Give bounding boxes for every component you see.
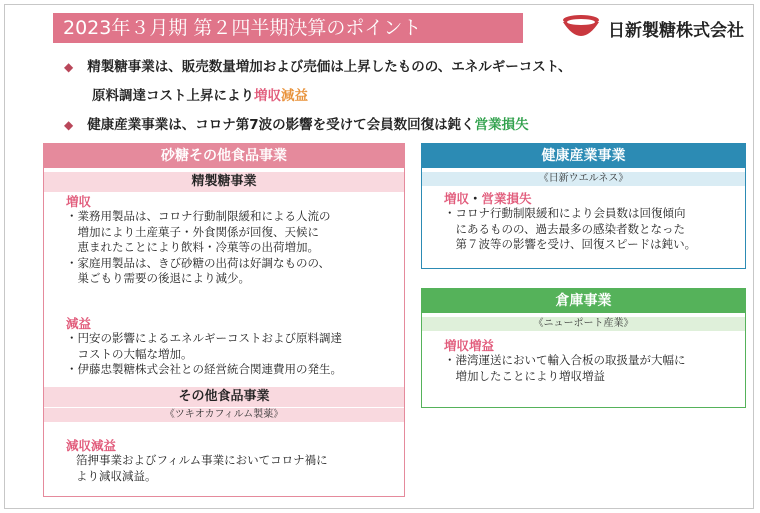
warehouse-label: 増収増益 [444, 338, 495, 353]
highlight-operating-loss: 営業損失 [474, 117, 529, 133]
other-food-text: 箔押事業およびフィルム事業においてコロナ禍に より減収減益。 [76, 453, 328, 483]
refined-sugar-title: 精製糖事業 [44, 172, 404, 192]
sugar-panel-title: 砂糖その他食品事業 [44, 144, 404, 168]
health-label: 増収・営業損失 [444, 191, 532, 206]
highlight-profit: 減益 [281, 88, 308, 104]
health-company: 《日新ウエルネス》 [422, 172, 745, 186]
bullet-text: 健康産業事業は、コロナ第7波の影響を受けて会員数回復は鈍く [87, 117, 475, 133]
page-title: 2023年３月期 第２四半期決算のポイント [53, 13, 523, 43]
bullet-health [64, 113, 529, 133]
other-food-title: その他食品事業 [44, 387, 404, 407]
warehouse-text: ・港湾運送において輸入合板の取扱量が大幅に 増加したことにより増収増益 [444, 353, 686, 383]
refined-profit-text: ・円安の影響によるエネルギーコストおよび原料調達 コストの大幅な増加。 ・伊藤忠製糖株式会社との経営統合関連費用の発生。 [66, 331, 342, 376]
refined-profit-label: 減益 [66, 316, 92, 331]
health-panel-title: 健康産業事業 [422, 144, 745, 168]
bullet-refined-sugar [64, 55, 571, 75]
diamond-bullet-icon: ◆ [64, 60, 74, 74]
company-name: 日新製糖株式会社 [608, 20, 744, 41]
bullet-text: 精製糖事業は、販売数量増加および売価は上昇したものの、エネルギーコスト、 [87, 59, 572, 75]
other-food-company: 《ツキオカフィルム製薬》 [44, 408, 404, 422]
refined-revenue-label: 増収 [66, 194, 92, 209]
other-food-label: 減収減益 [66, 438, 117, 453]
diamond-bullet-icon: ◆ [64, 118, 74, 132]
health-text: ・コロナ行動制限緩和により会員数は回復傾向 にあるものの、過去最多の感染者数となった 第７波等の影響を受け、回復スピードは鈍い。 [444, 206, 697, 251]
warehouse-panel-title: 倉庫事業 [422, 289, 745, 313]
refined-revenue-text: ・業務用製品は、コロナ行動制限緩和による人流の 増加により土産菓子・外食関係が回復、天候に 恵まれたことにより飲料・冷菓等の出荷増加。 ・家庭用製品は、きび砂糖の出荷は好調なものの、 巣ごもり需要の後退により減少。 [66, 209, 331, 285]
company-logo [560, 14, 744, 42]
bullet-refined-sugar-line2 [92, 84, 308, 104]
company-logo-icon [560, 14, 602, 42]
warehouse-company: 《ニューポート産業》 [422, 317, 745, 331]
highlight-revenue: 増収 [254, 88, 281, 104]
bullet-text: 原料調達コスト上昇により [92, 88, 254, 104]
